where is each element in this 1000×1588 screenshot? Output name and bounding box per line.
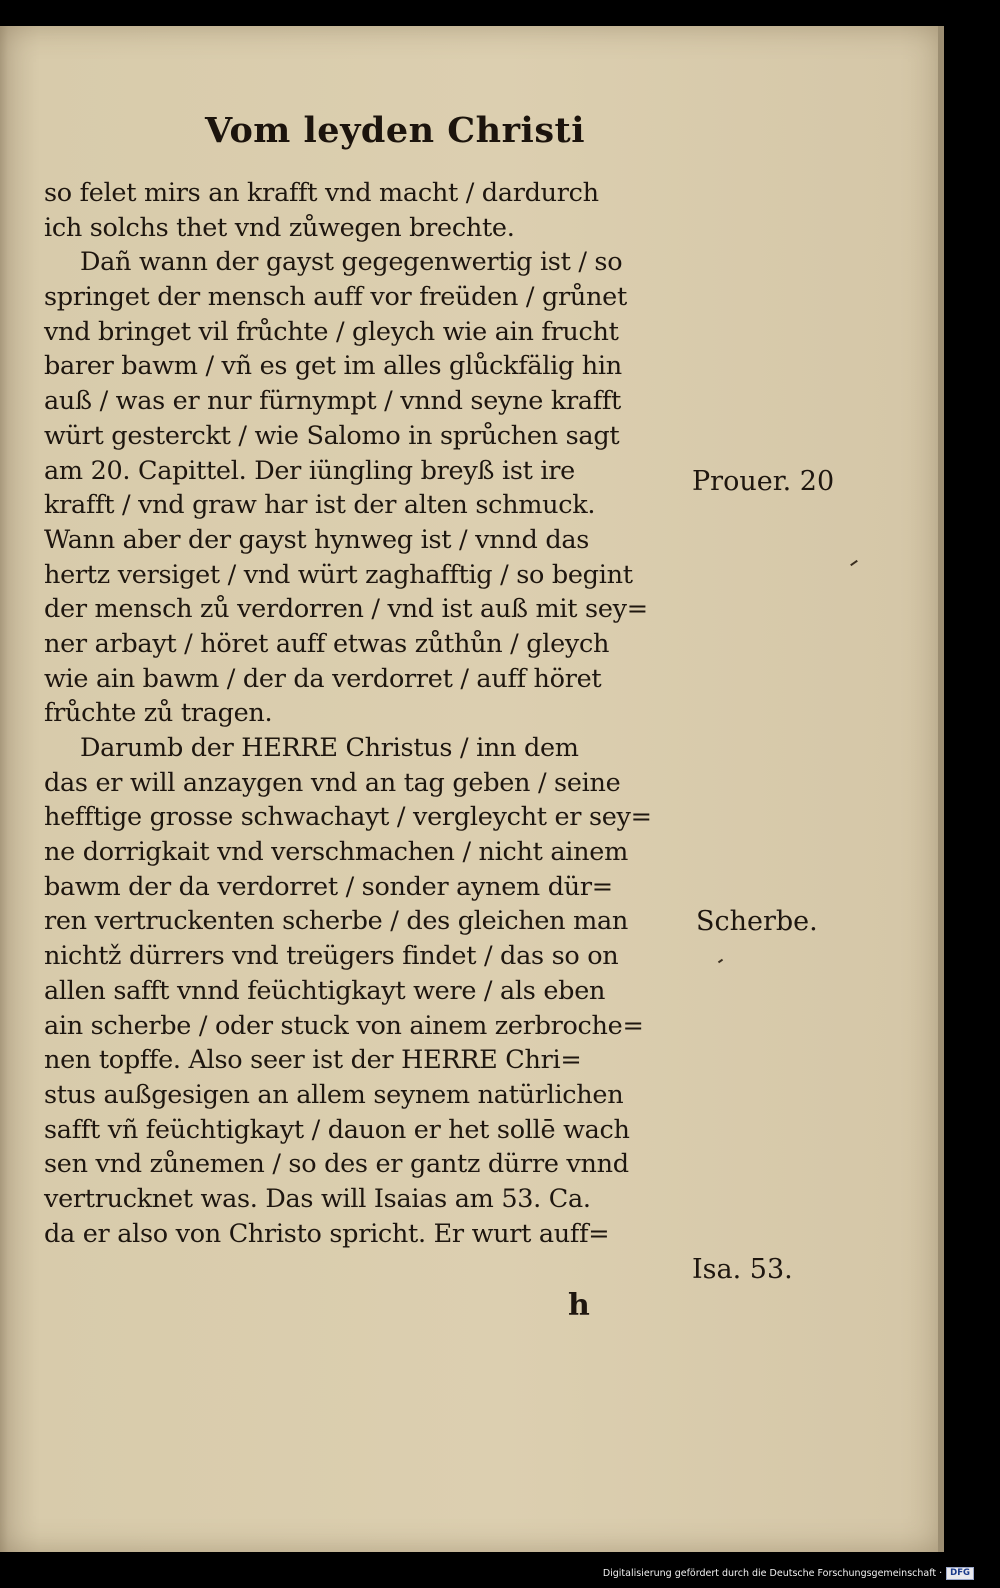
text-line: ner arbayt / höret auff etwas zůthůn / gleych — [44, 628, 610, 659]
running-head: Vom leyden Christi — [205, 110, 585, 151]
text-line: wie ain bawm / der da verdorret / auff höret — [44, 663, 602, 694]
text-line: auß / was er nur fürnympt / vnnd seyne krafft — [44, 386, 621, 417]
margin-note-isaiah: Isa. 53. — [692, 1254, 793, 1285]
text-line: springet der mensch auff vor freüden / grůnet — [44, 282, 627, 313]
signature-mark: h — [568, 1288, 590, 1323]
text-line: der mensch zů verdorren / vnd ist auß mit sey= — [44, 594, 648, 625]
text-line: ain scherbe / oder stuck von ainem zerbroche= — [44, 1010, 644, 1041]
margin-note-proverbs: Prouer. 20 — [692, 466, 835, 497]
text-line: hefftige grosse schwachayt / vergleycht er sey= — [44, 802, 652, 833]
margin-note-scherbe: Scherbe. — [696, 906, 818, 937]
text-line: Darumb der HERRE Christus / inn dem — [80, 733, 579, 763]
text-line: am 20. Capittel. Der iüngling breyß ist ire — [44, 455, 575, 486]
text-line: da er also von Christo spricht. Er wurt auff= — [44, 1218, 610, 1249]
text-line: ne dorrigkait vnd verschmachen / nicht ainem — [44, 837, 628, 868]
ink-speck — [850, 560, 858, 566]
text-line: ich solchs thet vnd zůwegen brechte. — [44, 212, 515, 243]
text-line: so felet mirs an krafft vnd macht / dardurch — [44, 178, 599, 208]
text-line: frůchte zů tragen. — [44, 698, 273, 729]
text-line: krafft / vnd graw har ist der alten schmuck. — [44, 490, 596, 521]
body-text — [44, 176, 700, 1251]
text-line: nen topffe. Also seer ist der HERRE Chri= — [44, 1045, 582, 1076]
text-line: bawm der da verdorret / sonder aynem dür= — [44, 871, 613, 902]
text-line: vnd bringet vil frůchte / gleych wie ain frucht — [44, 316, 619, 347]
text-line: Wann aber der gayst hynweg ist / vnnd das — [44, 524, 590, 555]
footer-credit — [603, 1567, 974, 1580]
text-line: allen safft vnnd feüchtigkayt were / als eben — [44, 975, 606, 1006]
book-page — [0, 26, 944, 1552]
text-line: hertz versiget / vnd würt zaghafftig / so begint — [44, 559, 633, 590]
text-line: vertrucknet was. Das will Isaias am 53. Ca. — [44, 1183, 591, 1214]
text-line: sen vnd zůnemen / so des er gantz dürre vnnd — [44, 1149, 629, 1180]
text-line: safft vñ feüchtigkayt / dauon er het sollē wach — [44, 1114, 630, 1145]
text-line: stus außgesigen an allem seynem natürlichen — [44, 1079, 624, 1110]
ink-speck — [718, 959, 723, 964]
text-line: Dañ wann der gayst gegegenwertig ist / so — [80, 247, 623, 278]
footer-credit-text: Digitalisierung gefördert durch die Deutsche Forschungsgemeinschaft · — [602, 1568, 943, 1579]
text-line: würt gesterckt / wie Salomo in sprůchen sagt — [44, 420, 620, 451]
text-line: nichtž dürrers vnd treügers findet / das so on — [44, 941, 619, 972]
text-line: ren vertruckenten scherbe / des gleichen man — [44, 906, 629, 937]
text-line: barer bawm / vñ es get im alles glůckfälig hin — [44, 351, 622, 382]
text-line: das er will anzaygen vnd an tag geben / seine — [44, 767, 621, 798]
dfg-logo-icon: DFG — [946, 1567, 974, 1580]
